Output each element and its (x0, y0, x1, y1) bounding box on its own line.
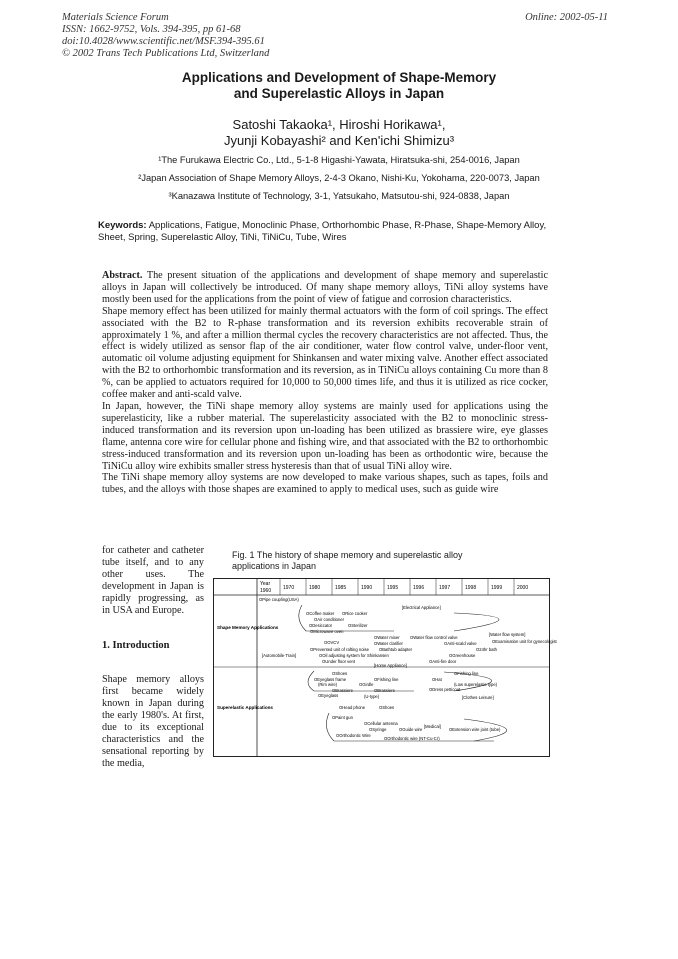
intro-text (102, 664, 204, 780)
shape-memory-item: OBathtub adapter (379, 647, 413, 652)
bracket-curve (454, 613, 499, 631)
superelastic-item: [Clothes·Leisure] (462, 695, 494, 700)
year-tick-label: 1980 (309, 585, 321, 591)
authors-line-1: Satoshi Takaoka¹, Hiroshi Horikawa¹, (232, 117, 446, 132)
affiliation-3: ³Kanazawa Institute of Technology, 3-1, Yatsukaho, Matsutou-shi, 924-0838, Japan (168, 191, 510, 201)
year-tick-label: 2000 (517, 585, 529, 591)
keywords-text: Applications, Fatigue, Monoclinic Phase, Orthorhombic Phase, R-Phase, Shape-Memory Alloy, Sheet, Spring, Superelastic Alloy, TiNi, TiNiCu, Tube, Wires (98, 220, 547, 243)
section-heading: 1. Introduction (102, 640, 170, 651)
authors-line-2: Jyunji Kobayashi² and Ken'ichi Shimizu³ (223, 133, 455, 148)
journal-issn: ISSN: 1662-9752, Vols. 394-395, pp 61-68 (62, 24, 241, 35)
superelastic-item: OBrassiere (374, 688, 395, 693)
superelastic-item: OOrthodontic wire (NT-Cu-Cr) (384, 736, 440, 741)
year-tick-label: 1999 (491, 585, 503, 591)
superelastic-item: OEyeglass frame (314, 677, 347, 682)
superelastic-item: (Low superelastic type) (454, 682, 498, 687)
shape-memory-item: ORice cooker (342, 611, 368, 616)
abstract-paragraph-1: The present situation of the applications and development of shape memory and superelastic alloys in Japan will collectively be introduced. Of many shape memory alloys, TiNi alloy systems have mostly been used for the applications from the point of view of fatigue and corrosion characteristics. (102, 270, 548, 305)
shape-memory-item: OAnti-fire door (429, 659, 457, 664)
year-tick-label: 1970 (283, 585, 295, 591)
row-label-shape-memory: Shape Memory Applications (217, 625, 279, 630)
keywords (98, 220, 568, 244)
superelastic-item: [Medical] (424, 724, 441, 729)
journal-doi: doi:10.4028/www.scientific.net/MSF.394-395.61 (62, 36, 265, 47)
left-paragraph-1: for catheter and catheter tube itself, and to any other uses. The development in Japan is rapidly progressing, as in USA and Europe. (102, 545, 204, 616)
superelastic-item: ODress petticoat (429, 687, 461, 692)
abstract (102, 270, 548, 496)
shape-memory-item: [Automobile·Train] (262, 653, 297, 658)
abstract-paragraph-3: In Japan, however, the TiNi shape memory alloy systems are mainly used for applications using the superelasticity, like a rubber material. The superelasticity associated with the B2 to monoclinic stress-induced transformation and its reversion upon un-loading has been utilized as brassiere wire, eye glasses flame, antenna core wire for cellular phone and fishing wire, and that associated with the B2 to orthorhombic stress-induced transformation and its reversion upon un-loading has been as orthodontic wire, because the TiNiCu alloy wire exhibits smaller stress hysteresis than that of usual TiNi alloy wire. (102, 400, 548, 472)
shape-memory-item: OPrevented unit of rafting noise (310, 647, 369, 652)
abstract-paragraph-4: The TiNi shape memory alloy systems are now developed to make various shapes, such as tapes, foils and tubes, and the alloys with those shapes are examined to apply to medical uses, such as guide wire (102, 472, 548, 496)
shape-memory-item: [Water flow system] (489, 632, 526, 637)
abstract-paragraph-2: Shape memory effect has been utilized for mainly thermal actuators with the form of coil springs. The effect associated with the B2 to R-phase transformation and its reversion exhibits recoverable strain of approximately 1 %, and after a million thermal cycles the recovery characteristics are not affected. Thus, the effect is widely utilized as sensor flap of the air conditioner, water flow control valve, under-floor vent, automatic oil volume adjusting equipment for Shinkansen and water mixing valve. Another effect associated with the B2 to orthorhombic transformation and its reversion, as in TiNiCu alloys containing Cu more than 8 %, can be applied to actuators required for 10,000 to 50,000 times life, and thus it is utilized as rice cocker, coffee maker and anti-scald valve. (102, 305, 548, 401)
superelastic-item: OGirdle (359, 682, 374, 687)
intro-paragraph: Shape memory alloys first became widely known in Japan during the early 1980's. At first, due to its exceptional characteristics and the sensational reporting by the media, (102, 674, 204, 769)
shape-memory-item: O24hr bath (476, 647, 497, 652)
shape-memory-item: [Electrical Appliance] (402, 605, 441, 610)
shape-memory-item: OSterilizer (348, 623, 368, 628)
superelastic-item: OExtension wire joint (tube) (449, 727, 501, 732)
journal-header (62, 12, 269, 60)
shape-memory-item: OAir conditioner (314, 617, 345, 622)
history-timeline-svg (214, 579, 557, 756)
shape-memory-item: OGreenhouse (449, 653, 476, 658)
affiliation-1: ¹The Furukawa Electric Co., Ltd., 5-1-8 Higashi-Yawata, Hiratsuka-shi, 254-0016, Japan (158, 155, 520, 165)
superelastic-item: (Rim wire) (318, 682, 338, 687)
superelastic-item: OHead phone (339, 705, 366, 710)
superelastic-item: OShoes (332, 671, 348, 676)
superelastic-item: OGuide wire (399, 727, 423, 732)
year-tick-label: 1997 (439, 585, 451, 591)
superelastic-item: OSyringe (369, 727, 387, 732)
year-label: Year (260, 581, 271, 587)
shape-memory-item: OUnder floor vent (322, 659, 356, 664)
row-label-superelastic: Superelastic Applications (217, 705, 273, 710)
superelastic-item: OFishing line (454, 671, 479, 676)
year-tick-label: 1985 (335, 585, 347, 591)
title-line-2: and Superelastic Alloys in Japan (233, 86, 445, 101)
shape-memory-item: [Home Appliance] (374, 663, 407, 668)
superelastic-item: OBrassiere (332, 688, 353, 693)
shape-memory-item: OMicrowave oven (310, 629, 344, 634)
superelastic-item: (U-type) (364, 694, 380, 699)
shape-memory-item: OCoffee maker (306, 611, 335, 616)
superelastic-item: OCellular antenna (364, 721, 398, 726)
author-list (0, 117, 678, 149)
title-line-1: Applications and Development of Shape-Memory (181, 70, 497, 85)
year-tick-label: 1960 (260, 588, 272, 594)
figure-caption-line-1: Fig. 1 The history of shape memory and superelastic alloy (232, 550, 463, 560)
paper-title (0, 70, 678, 102)
shape-memory-item: OWater clarifier (374, 641, 403, 646)
superelastic-item: OOrthodontic Wire (336, 733, 371, 738)
year-tick-label: 1990 (361, 585, 373, 591)
online-date: Online: 2002-05-11 (525, 12, 608, 23)
abstract-label: Abstract. (102, 270, 143, 281)
shape-memory-item: OAnti-scald valve (444, 641, 477, 646)
left-column-text (102, 545, 204, 616)
history-figure (213, 578, 557, 757)
shape-memory-item: OPipe coupling(USA) (259, 597, 299, 602)
keywords-label: Keywords: (98, 220, 147, 231)
superelastic-item: OPaint gun (332, 715, 353, 720)
superelastic-item: OShoes (379, 705, 395, 710)
year-tick-label: 1996 (413, 585, 425, 591)
journal-name: Materials Science Forum (62, 12, 169, 23)
year-tick-label: 1998 (465, 585, 477, 591)
superelastic-item: OEyeglass (318, 693, 339, 698)
shape-memory-item: OExamination unit for gynecologist (492, 639, 557, 644)
shape-memory-item: OWater mixer (374, 635, 400, 640)
shape-memory-item: OOil adjusting system for Shinkansen (319, 653, 389, 658)
shape-memory-item: OWater flow control valve (410, 635, 458, 640)
shape-memory-item: ODesiccator (309, 623, 333, 628)
journal-copyright: © 2002 Trans Tech Publications Ltd, Switzerland (62, 48, 270, 59)
affiliation-2: ²Japan Association of Shape Memory Alloys, 2-4-3 Okano, Nishi-Ku, Yokohama, 220-0073, Japan (138, 173, 540, 183)
superelastic-item: OFishing line (374, 677, 399, 682)
shape-memory-item: OOVCV (324, 640, 340, 645)
figure-caption (232, 550, 532, 572)
year-tick-label: 1995 (387, 585, 399, 591)
superelastic-item: OHat (432, 677, 442, 682)
figure-caption-line-2: applications in Japan (232, 561, 317, 571)
